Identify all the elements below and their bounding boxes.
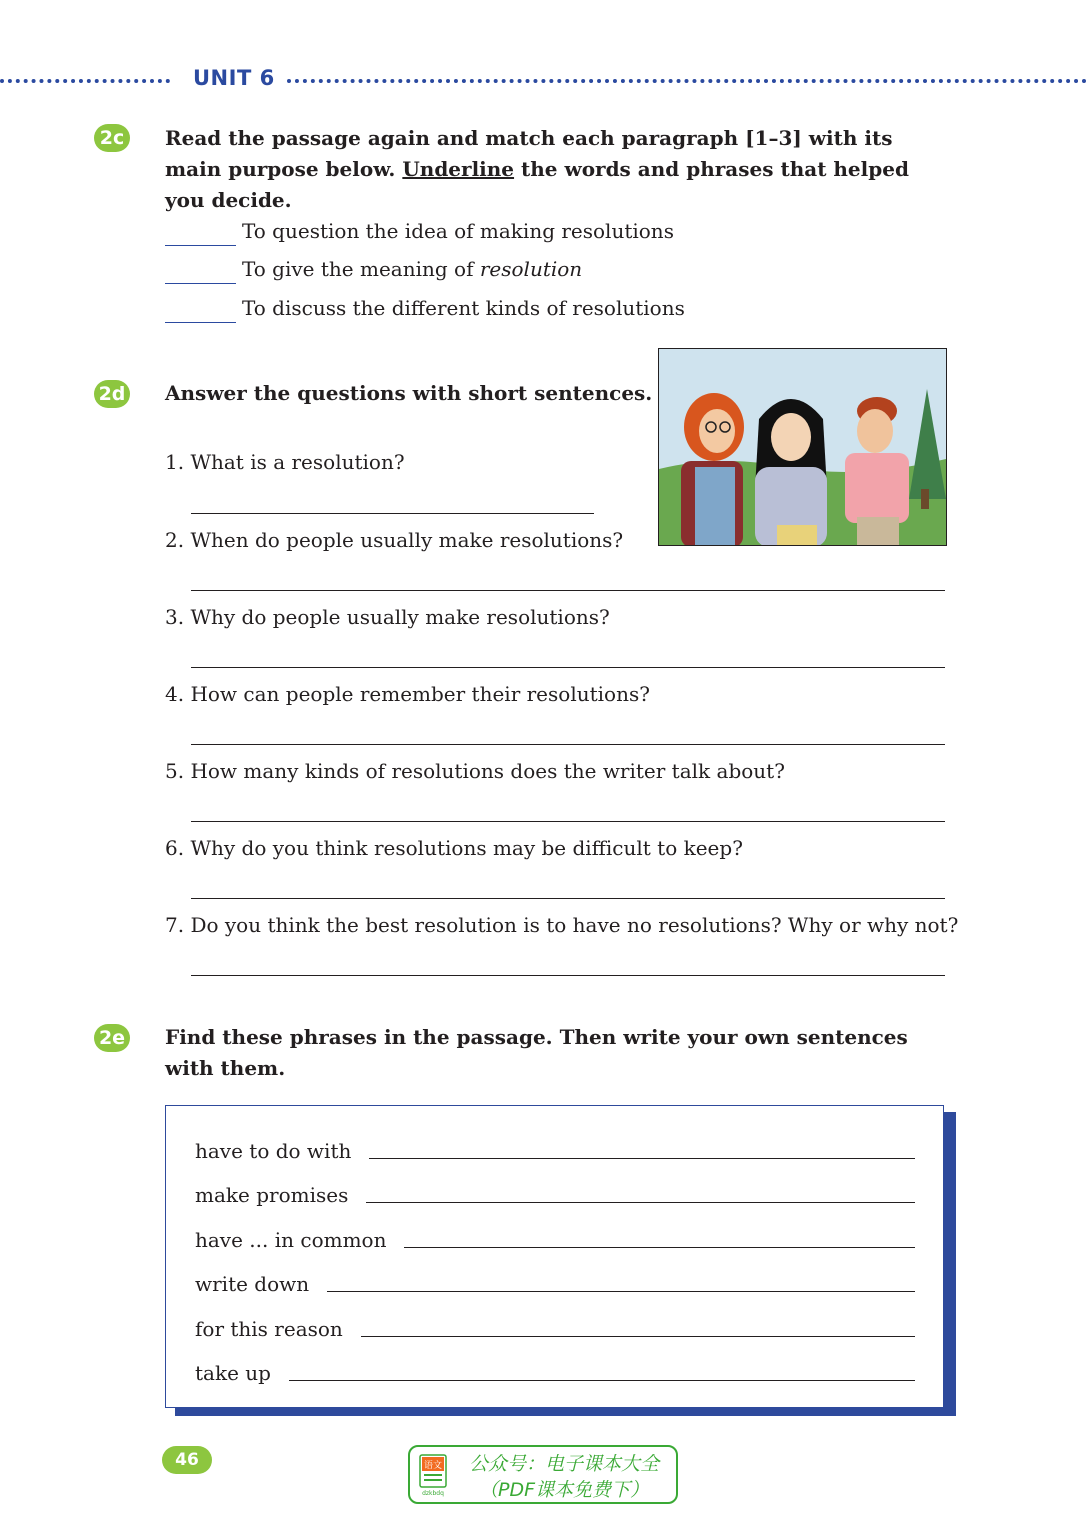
phrase-answer-line[interactable] bbox=[404, 1247, 915, 1248]
watermark-line1: 公众号：电子课本大全 bbox=[468, 1453, 659, 1475]
phrase-answer-line[interactable] bbox=[327, 1291, 915, 1292]
instruction-2c-text-end: the words and phrases that helped you decide. bbox=[165, 157, 909, 212]
underline-word: Underline bbox=[402, 157, 515, 181]
question-3: 3. Why do people usually make resolutions? bbox=[165, 605, 610, 629]
phrase-answer-line[interactable] bbox=[366, 1202, 915, 1203]
phrase-answer-line[interactable] bbox=[361, 1336, 915, 1337]
question-6: 6. Why do you think resolutions may be difficult to keep? bbox=[165, 836, 743, 860]
page-number: 46 bbox=[162, 1446, 212, 1474]
watermark-badge bbox=[408, 1445, 678, 1504]
question-2: 2. When do people usually make resolutions? bbox=[165, 528, 624, 552]
instruction-2c-text: Read the passage again and match each paragraph [1–3] with its main purpose below. bbox=[165, 126, 893, 181]
match-item bbox=[165, 216, 674, 246]
phrase-row bbox=[195, 1133, 915, 1163]
answer-line-5[interactable] bbox=[191, 821, 945, 822]
phrase-answer-line[interactable] bbox=[289, 1380, 915, 1381]
match-item bbox=[165, 293, 685, 323]
watermark-line2: （PDF课本免费下） bbox=[478, 1479, 650, 1501]
phrase-answer-line[interactable] bbox=[369, 1158, 915, 1159]
match-item bbox=[165, 254, 582, 284]
book-icon-text: 语文 bbox=[423, 1461, 443, 1471]
book-icon-label: dzkbdq bbox=[422, 1490, 444, 1497]
phrase-row bbox=[195, 1222, 915, 1252]
question-5: 5. How many kinds of resolutions does the writer talk about? bbox=[165, 759, 785, 783]
answer-line-6[interactable] bbox=[191, 898, 945, 899]
phrase-box bbox=[165, 1105, 944, 1408]
match-item-italic-word: resolution bbox=[479, 257, 583, 281]
question-7: 7. Do you think the best resolution is to have no resolutions? Why or why not? bbox=[165, 913, 959, 937]
book-icon bbox=[418, 1453, 448, 1497]
phrase-row bbox=[195, 1266, 915, 1296]
phrase-row bbox=[195, 1311, 915, 1341]
answer-line-1[interactable] bbox=[191, 513, 594, 514]
header-dotted-rule-left bbox=[0, 79, 170, 83]
phrase-label: have ... in common bbox=[195, 1228, 387, 1252]
instruction-2e: Find these phrases in the passage. Then write your own sentences with them. bbox=[165, 1025, 908, 1080]
phrase-label: have to do with bbox=[195, 1139, 352, 1163]
match-blank[interactable] bbox=[165, 222, 236, 246]
question-4: 4. How can people remember their resolutions? bbox=[165, 682, 650, 706]
match-blank[interactable] bbox=[165, 260, 236, 284]
instruction-2c bbox=[165, 123, 955, 216]
match-item-text: To give the meaning of bbox=[242, 257, 480, 281]
section-badge-2d: 2d bbox=[94, 380, 130, 408]
answer-line-2[interactable] bbox=[191, 590, 945, 591]
phrase-label: for this reason bbox=[195, 1317, 343, 1341]
answer-line-4[interactable] bbox=[191, 744, 945, 745]
match-blank[interactable] bbox=[165, 299, 236, 323]
match-item-text: To discuss the different kinds of resolutions bbox=[242, 296, 685, 320]
instruction-2d: Answer the questions with short sentences. bbox=[165, 381, 653, 405]
answer-line-3[interactable] bbox=[191, 667, 945, 668]
illustration-three-friends bbox=[658, 348, 947, 546]
phrase-label: take up bbox=[195, 1361, 271, 1385]
answer-line-7[interactable] bbox=[191, 975, 945, 976]
phrase-label: write down bbox=[195, 1272, 310, 1296]
match-item-text: To question the idea of making resolutions bbox=[242, 219, 674, 243]
phrase-row bbox=[195, 1355, 915, 1385]
phrase-row bbox=[195, 1177, 915, 1207]
section-badge-2e: 2e bbox=[94, 1024, 130, 1052]
question-1: 1. What is a resolution? bbox=[165, 450, 405, 474]
unit-title: UNIT 6 bbox=[193, 66, 275, 90]
phrase-label: make promises bbox=[195, 1183, 349, 1207]
section-badge-2c: 2c bbox=[94, 124, 130, 152]
header-dotted-rule-right bbox=[287, 79, 1087, 83]
